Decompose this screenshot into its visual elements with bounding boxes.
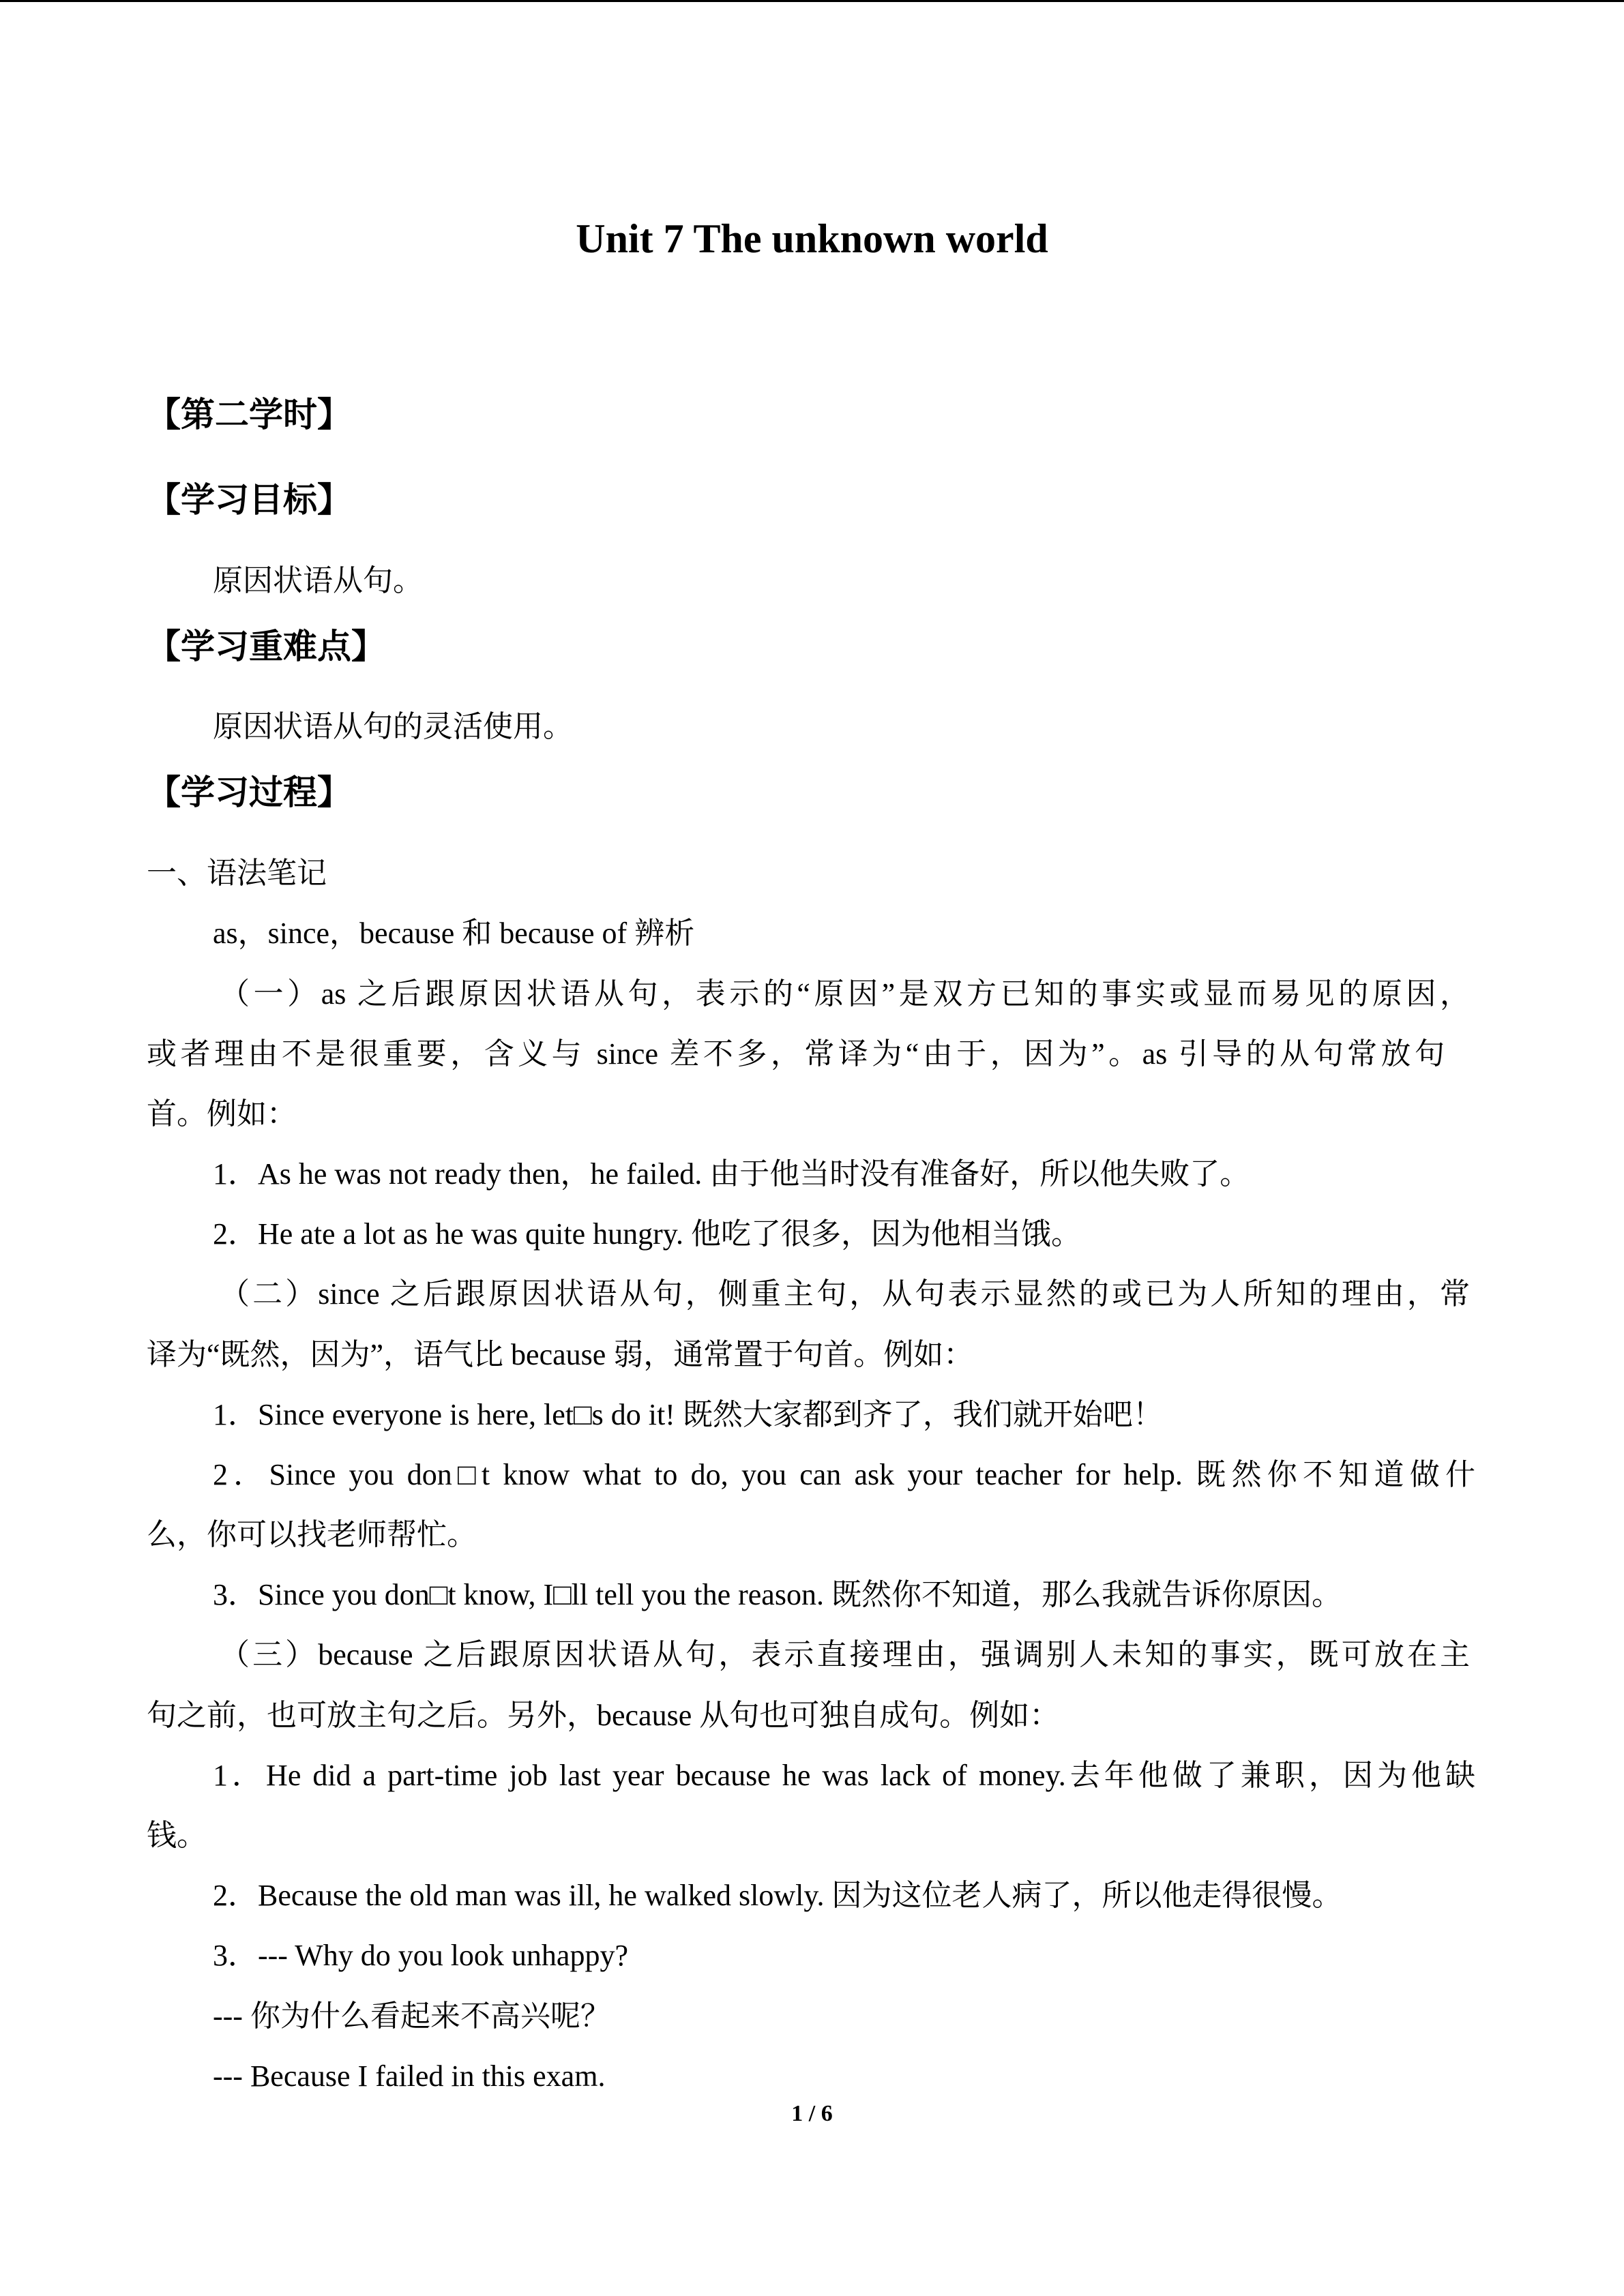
because-rule-line: 句之前，也可放主句之后。另外，because 从句也可独自成句。例如： [147, 1699, 1060, 1732]
since-example: 2．Since you don□t know what to do, you can ask your teacher for help. 既然你不知道做什 [213, 1458, 1475, 1491]
because-rule-line: （三）because 之后跟原因状语从句，表示直接理由，强调别人未知的事实，既可放在主 [220, 1638, 1470, 1671]
since-example: 1．Since everyone is here, let□s do it! 既然大家都到齐了，我们就开始吧！ [213, 1398, 1163, 1431]
page-number: 1 / 6 [791, 2101, 833, 2126]
because-example-dialogue: --- Because I failed in this exam. [213, 2059, 606, 2093]
as-rule-line: 或者理由不是很重要，含义与 since 差不多，常译为“由于，因为”。as 引导的从句常放句 [147, 1037, 1445, 1071]
as-example: 2．He ate a lot as he was quite hungry. 他吃了很多，因为他相当饿。 [213, 1217, 1081, 1251]
as-rule-line: 首。例如： [147, 1097, 297, 1131]
because-example-dialogue: --- 你为什么看起来不高兴呢？ [213, 1999, 610, 2033]
keypoints-heading: 【学习重难点】 [147, 627, 385, 666]
grammar-notes-heading: 一、语法笔记 [147, 856, 327, 890]
since-rule-line: 译为“既然，因为”，语气比 because 弱，通常置于句首。例如： [147, 1338, 974, 1371]
document-title: Unit 7 The unknown world [576, 216, 1048, 261]
because-example: 2．Because the old man was ill, he walked slowly. 因为这位老人病了，所以他走得很慢。 [213, 1879, 1342, 1912]
since-rule-line: （二）since 之后跟原因状语从句，侧重主句，从句表示显然的或已为人所知的理由，常 [220, 1277, 1470, 1311]
because-example-continued: 钱。 [147, 1819, 207, 1852]
objectives-text: 原因状语从句。 [213, 564, 423, 597]
because-example: 1．He did a part-time job last year because he was lack of money.去年他做了兼职，因为他缺 [213, 1759, 1475, 1792]
because-example: 3．--- Why do you look unhappy? [213, 1939, 628, 1972]
as-example: 1．As he was not ready then，he failed. 由于他当时没有准备好，所以他失败了。 [213, 1157, 1250, 1191]
keypoints-text: 原因状语从句的灵活使用。 [213, 710, 573, 743]
process-heading: 【学习过程】 [147, 773, 351, 812]
objectives-heading: 【学习目标】 [147, 480, 351, 520]
lesson-heading: 【第二学时】 [147, 395, 351, 434]
since-example: 3．Since you don□t know, I□ll tell you the reason. 既然你不知道，那么我就告诉你原因。 [213, 1578, 1342, 1611]
as-rule-line: （一）as 之后跟原因状语从句，表示的“原因”是双方已知的事实或显而易见的原因， [220, 977, 1470, 1011]
top-border-line [0, 0, 1624, 2]
grammar-intro: as，since，because 和 because of 辨析 [213, 916, 695, 950]
since-example-continued: 么，你可以找老师帮忙。 [147, 1518, 477, 1551]
